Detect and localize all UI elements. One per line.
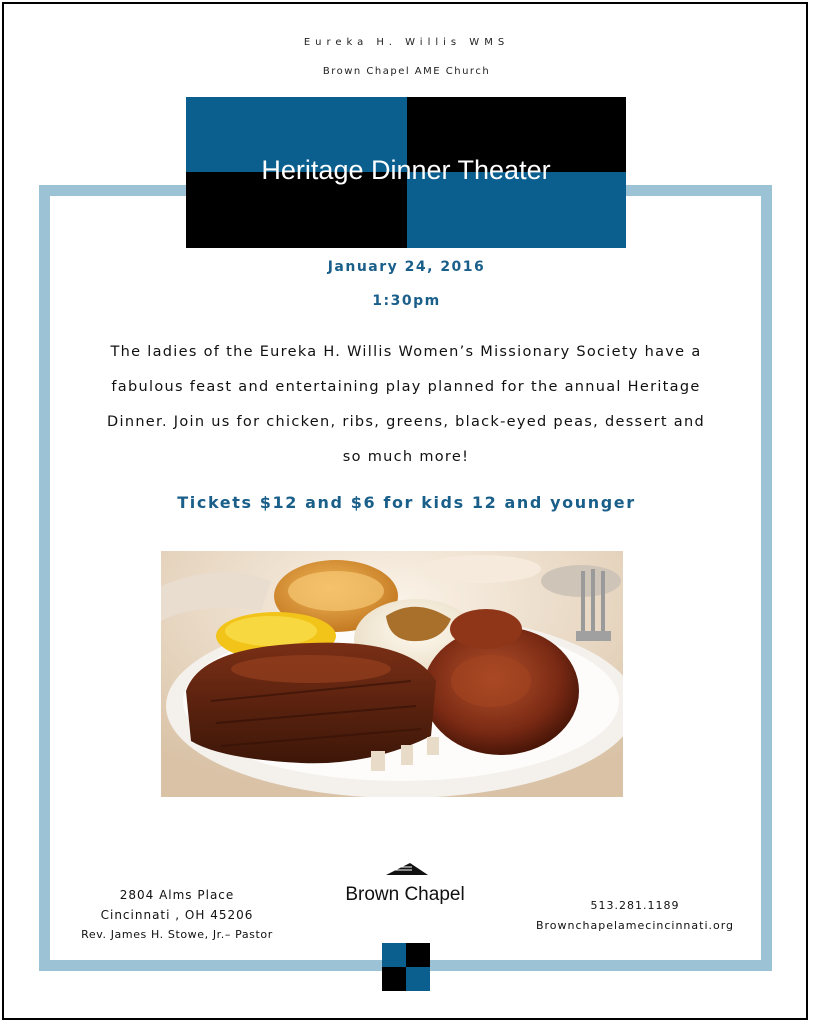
brown-chapel-logo-icon — [382, 862, 430, 876]
title-banner — [186, 97, 626, 248]
contact-block — [520, 896, 750, 936]
organization-name: Eureka H. Willis WMS — [303, 37, 510, 48]
church-name: Brown Chapel AME Church — [322, 66, 491, 77]
address-block — [62, 885, 292, 945]
brown-chapel-logo — [330, 862, 480, 912]
checker-decoration — [382, 943, 430, 991]
website: Brownchapelamecincinnati.org — [535, 919, 735, 932]
address-city: Cincinnati , OH 45206 — [100, 908, 254, 922]
ticket-prices: Tickets $12 and $6 for kids 12 and younger — [177, 493, 636, 512]
phone-number: 513.281.1189 — [590, 899, 680, 912]
dinner-plate-photo — [161, 551, 623, 797]
pastor-name: Rev. James H. Stowe, Jr.– Pastor — [81, 928, 273, 941]
event-time: 1:30pm — [372, 293, 441, 309]
event-description: The ladies of the Eureka H. Willis Women’s Missionary Society have a fabulous feast and entertaining play planned for the annual Heritage Dinner. Join us for chicken, ribs, greens, black-eyed peas, dessert and so much more! — [107, 344, 705, 465]
logo-text: Brown Chapel — [345, 884, 465, 905]
address-street: 2804 Alms Place — [119, 888, 235, 902]
dinner-plate-illustration — [161, 551, 623, 797]
event-title: Heritage Dinner Theater — [261, 155, 551, 185]
event-date: January 24, 2016 — [327, 259, 486, 275]
